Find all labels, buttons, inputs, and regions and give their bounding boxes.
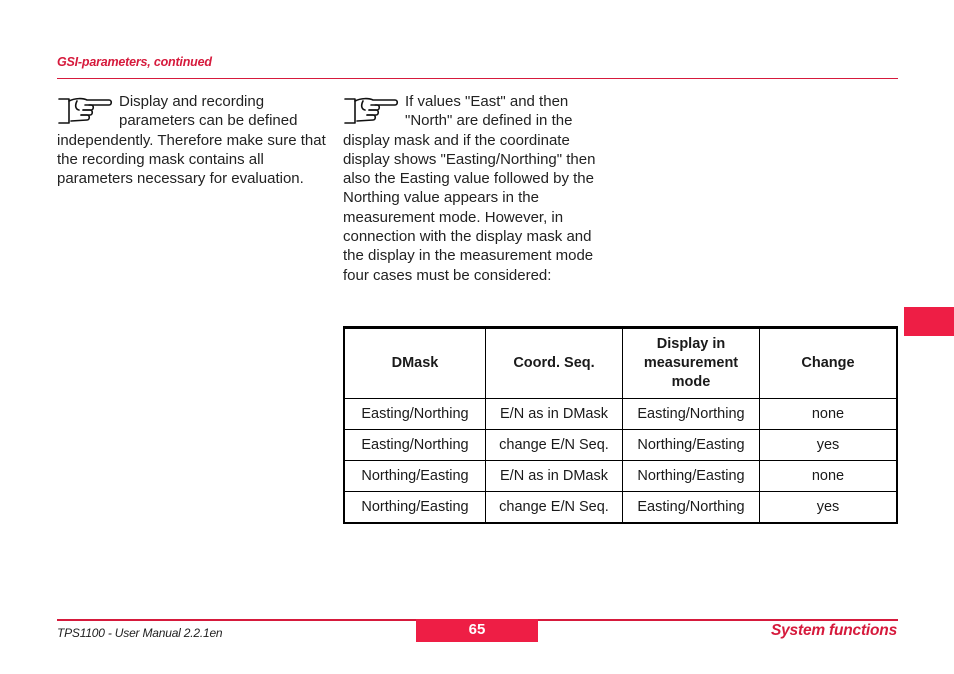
- column-header-dmask: DMask: [344, 328, 486, 399]
- note-text: If values "East" and then "North" are defined in the display mask and if the coordinate display shows "Easting/Northing" then also the Easting value followed by the Northing value appears in the measurement mode. However, in connection with the display mask and the display in the measurement mode four cases must be considered:: [343, 93, 596, 284]
- table-cell: Northing/Easting: [623, 430, 760, 461]
- table-row: [344, 399, 897, 430]
- table-cell: Easting/Northing: [623, 399, 760, 430]
- section-title: GSI-parameters, continued: [57, 55, 212, 69]
- pointing-hand-icon: [343, 93, 399, 127]
- table-cell: change E/N Seq.: [486, 492, 623, 524]
- chapter-tab-marker: [904, 307, 954, 336]
- note-right: [343, 92, 613, 285]
- column-header-change: Change: [760, 328, 898, 399]
- table-row: [344, 430, 897, 461]
- page-number: 65: [416, 619, 538, 642]
- header-divider: [57, 78, 898, 79]
- table-cell: Northing/Easting: [344, 492, 486, 524]
- pointing-hand-icon: [57, 93, 113, 127]
- table-cell: yes: [760, 492, 898, 524]
- table-cell: yes: [760, 430, 898, 461]
- table-cell: E/N as in DMask: [486, 399, 623, 430]
- table-row: [344, 492, 897, 524]
- table-cell: Easting/Northing: [623, 492, 760, 524]
- table-cell: E/N as in DMask: [486, 461, 623, 492]
- dmask-table: [343, 326, 898, 524]
- table-row: [344, 461, 897, 492]
- column-header-coord-seq: Coord. Seq.: [486, 328, 623, 399]
- column-header-display-mode: Display in measurement mode: [623, 328, 760, 399]
- table-cell: change E/N Seq.: [486, 430, 623, 461]
- table-cell: Easting/Northing: [344, 430, 486, 461]
- chapter-title: System functions: [771, 622, 897, 639]
- table-cell: Easting/Northing: [344, 399, 486, 430]
- table-cell: none: [760, 399, 898, 430]
- table-header-row: [344, 328, 897, 399]
- table-cell: Northing/Easting: [623, 461, 760, 492]
- note-text: Display and recording parameters can be defined independently. Therefore make sure that the recording mask contains all parameters necessary for evaluation.: [57, 93, 326, 188]
- note-left: [57, 92, 329, 188]
- manual-title: TPS1100 - User Manual 2.2.1en: [57, 626, 223, 640]
- table-cell: none: [760, 461, 898, 492]
- table-cell: Northing/Easting: [344, 461, 486, 492]
